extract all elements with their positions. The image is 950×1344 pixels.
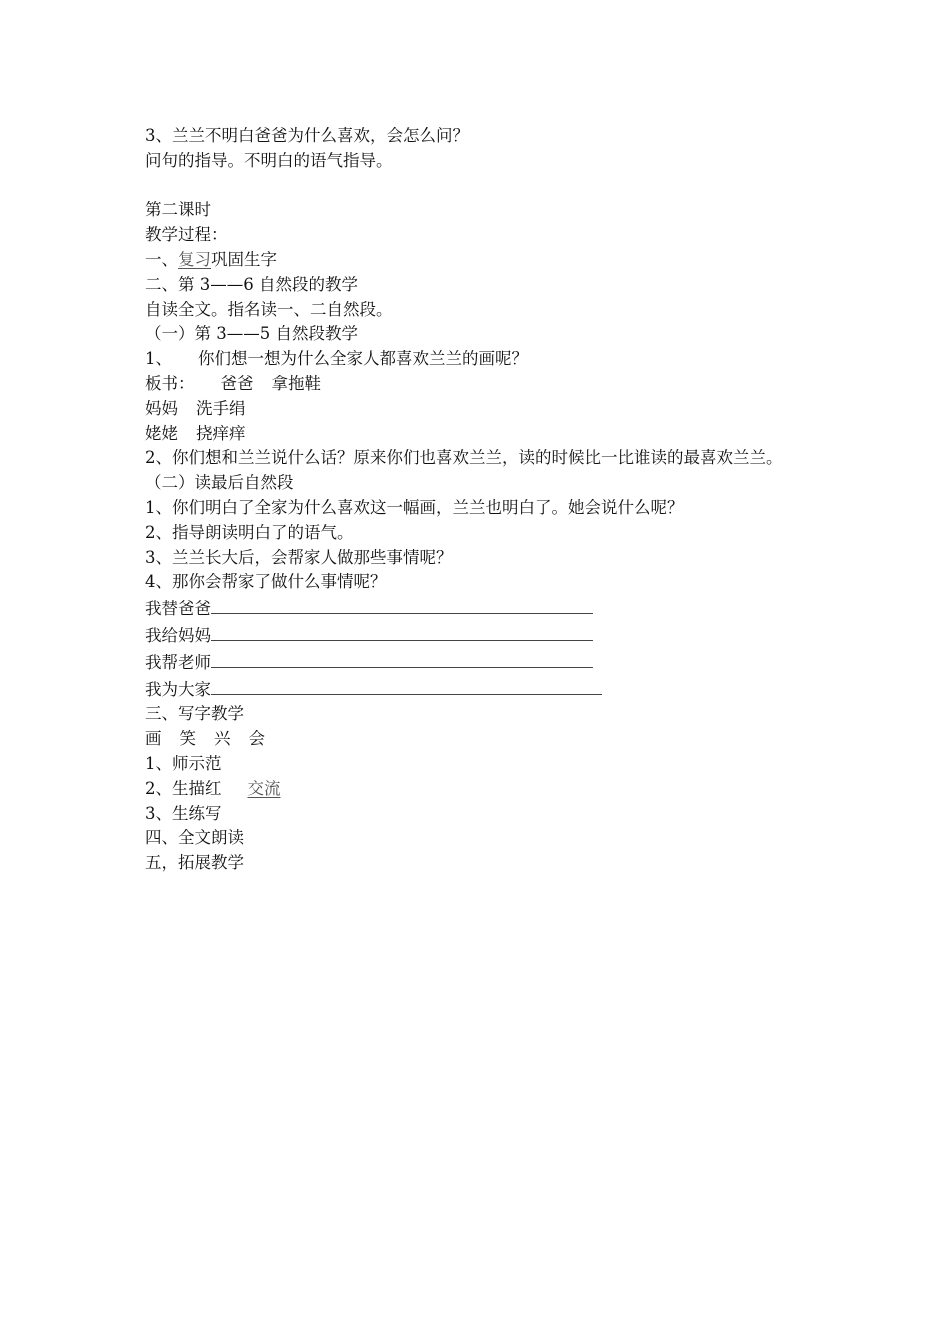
board-item: 爸爸 [220,373,254,393]
list-number: 1、 [145,349,172,369]
board-item: 拿拖鞋 [271,373,321,393]
fill-in-blank[interactable] [211,676,602,695]
fill-in-label: 我替爸爸 [145,599,211,619]
text-line: 1、你们明白了全家为什么喜欢这一幅画，兰兰也明白了。她会说什么呢？ [145,497,684,517]
board-line [145,422,825,447]
line-suffix: 巩固生字 [211,249,277,269]
fill-in-line [145,649,825,676]
fill-in-label: 我给妈妈 [145,625,211,645]
section-heading: 第二课时 [145,200,211,220]
character: 画 [145,729,162,749]
text-line [145,777,825,802]
text-line: （二）读最后自然段 [145,473,294,493]
board-item: 妈妈 [145,398,178,418]
text-line: 三、写字教学 [145,704,244,724]
text-line: 1、师示范 [145,753,222,773]
exchange-link[interactable]: 交流 [247,778,281,798]
fill-in-label: 我帮老师 [145,652,211,672]
text-line: 2、指导朗读明白了的语气。 [145,522,354,542]
line-prefix: 2、生描红 [145,778,222,798]
review-link[interactable]: 复习 [178,249,211,269]
text-line: 自读全文。指名读一、二自然段。 [145,299,393,319]
board-label: 板书： [145,373,195,393]
fill-in-blank[interactable] [211,649,593,668]
text-line: （一）第 3——5 自然段教学 [145,324,358,344]
board-item: 姥姥 [145,423,178,443]
character: 兴 [214,729,231,749]
line-prefix: 一、 [145,249,178,269]
board-item: 挠痒痒 [196,423,246,443]
text-line: 3、生练写 [145,803,222,823]
text-line: 问句的指导。不明白的语气指导。 [145,150,393,170]
text-line: 教学过程： [145,225,228,245]
text-line: 五，拓展教学 [145,853,244,873]
text-line: 二、第 3——6 自然段的教学 [145,274,358,294]
fill-in-line [145,622,825,649]
text-line [145,248,825,273]
text-line: 3、兰兰长大后，会帮家人做那些事情呢？ [145,547,453,567]
fill-in-label: 我为大家 [145,679,211,699]
fill-in-line [145,676,825,703]
text-line: 四、全文朗读 [145,828,244,848]
character: 会 [248,729,265,749]
text-line [145,347,825,372]
text-line: 4、那你会帮家了做什么事情呢？ [145,572,387,592]
text-line: 3、兰兰不明白爸爸为什么喜欢，会怎么问？ [145,126,469,145]
blank-line [145,174,825,199]
text-line: 2、你们想和兰兰说什么话？原来你们也喜欢兰兰，读的时候比一比谁读的最喜欢兰兰。 [145,448,783,468]
fill-in-blank[interactable] [211,595,593,614]
document-body [145,124,825,876]
fill-in-line [145,595,825,622]
list-text: 你们想一想为什么全家人都喜欢兰兰的画呢？ [198,349,528,369]
board-line [145,397,825,422]
board-line [145,372,825,397]
character-list [145,727,825,752]
fill-in-blank[interactable] [211,622,593,641]
character: 笑 [179,729,196,749]
board-item: 洗手绢 [196,398,246,418]
